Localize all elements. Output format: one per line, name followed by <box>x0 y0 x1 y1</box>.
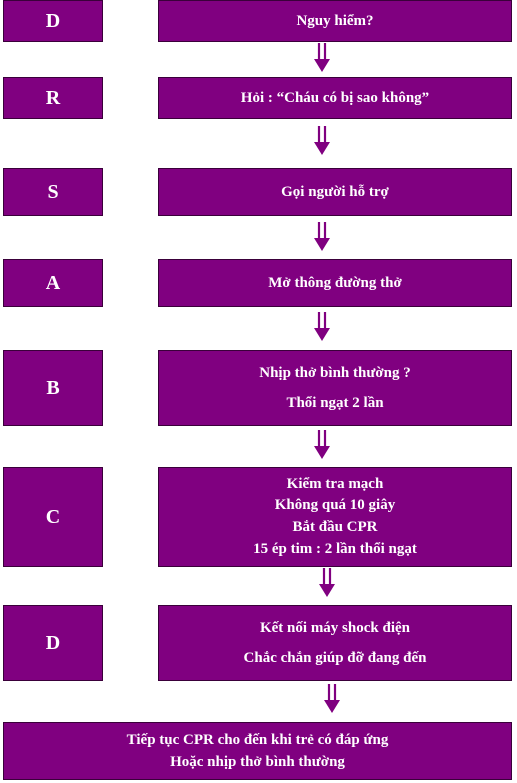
letter-box-d-danger <box>3 0 103 42</box>
step-box-shout-for-help <box>158 168 512 216</box>
step-box-response <box>158 77 512 119</box>
step-text: Không quá 10 giây <box>274 497 396 514</box>
step-text: Kiểm tra mạch <box>286 475 384 492</box>
step-box-danger <box>158 0 512 42</box>
step-text: Kết nối máy shock điện <box>259 620 410 636</box>
step-text: Bắt đầu CPR <box>292 519 378 535</box>
letter-a: A <box>45 271 61 294</box>
step-text: Hỏi : “Cháu có bị sao không” <box>240 90 430 106</box>
letter-c: C <box>45 505 61 528</box>
letter-b: B <box>46 376 60 399</box>
down-arrow-icon <box>323 684 341 714</box>
step-text: Gọi người hỗ trợ <box>281 184 389 200</box>
down-arrow-icon <box>313 312 331 342</box>
step-text: Thổi ngạt 2 lần <box>286 395 384 411</box>
final-box-continue-cpr <box>3 722 512 780</box>
letter-box-r-response <box>3 77 103 119</box>
down-arrow-icon <box>313 222 331 252</box>
letter-box-b-breathing <box>3 350 103 426</box>
down-arrow-icon <box>313 430 331 460</box>
down-arrow-icon <box>318 568 336 598</box>
letter-d: D <box>45 9 61 32</box>
final-text: Hoặc nhịp thở bình thường <box>170 754 345 770</box>
step-text: Nguy hiểm? <box>296 13 374 29</box>
step-box-breathing <box>158 350 512 426</box>
down-arrow-icon <box>313 43 331 73</box>
step-text: Chắc chắn giúp đỡ đang đến <box>243 650 427 666</box>
letter-box-a-airway <box>3 259 103 307</box>
letter-box-d-defibrillation <box>3 605 103 681</box>
letter-s: S <box>47 180 59 203</box>
down-arrow-icon <box>313 126 331 156</box>
step-box-circulation <box>158 467 512 567</box>
step-text: Mở thông đường thở <box>268 275 402 291</box>
letter-r: R <box>45 86 61 109</box>
letter-box-c-circulation <box>3 467 103 567</box>
step-box-airway <box>158 259 512 307</box>
step-box-defibrillation <box>158 605 512 681</box>
letter-box-s-shout <box>3 168 103 216</box>
final-text: Tiếp tục CPR cho đến khi trẻ có đáp ứng <box>126 731 389 748</box>
step-text: Nhịp thở bình thường ? <box>259 365 411 381</box>
letter-d-second: D <box>45 631 61 654</box>
step-text: 15 ép tim : 2 lần thổi ngạt <box>253 540 417 557</box>
